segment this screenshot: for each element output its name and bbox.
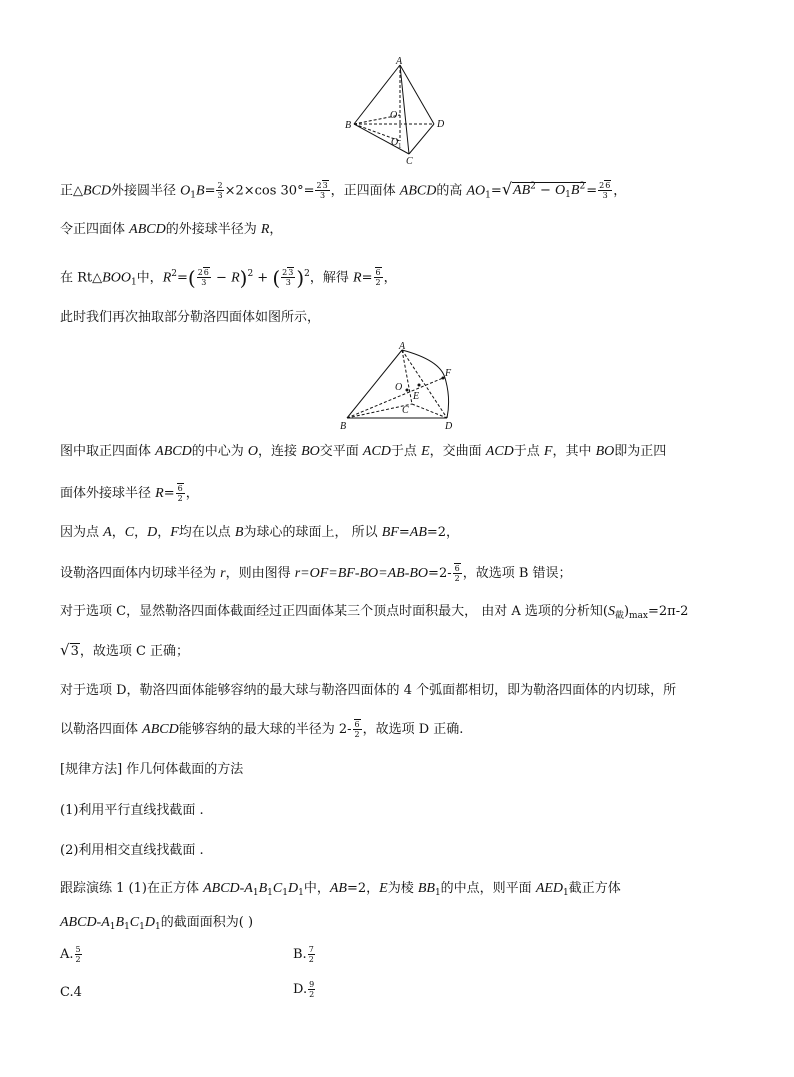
label-o1-sub: 1 — [398, 142, 402, 150]
label-a: A — [399, 341, 406, 352]
frac-2sqrt3-3: $\frac{23}{3}$ — [316, 181, 328, 201]
point-o — [406, 389, 409, 392]
reuleaux-figure — [335, 338, 470, 432]
text-line-7: 因为点 A，C，D，F均在以点 B为球心的球面上， 所以 BF=AB=2， — [60, 525, 460, 540]
text-line-12: 以勒洛四面体 ABCD能够容纳的最大球的半径为 2- $\frac{6}{2}$ ，故选项 D 正确. — [60, 720, 464, 739]
method-2: (2)利用相交直线找截面 . — [60, 843, 204, 858]
label-d: D — [445, 421, 453, 432]
option-c[interactable]: C.4 — [60, 985, 82, 1000]
point-e — [418, 384, 421, 387]
tetrahedron-figure — [340, 55, 460, 167]
text-line-11: 对于选项 D，勒洛四面体能够容纳的最大球与勒洛四面体的 4 个弧面都相切，即为勒洛四面体的内切球，所 — [60, 683, 677, 698]
label-o: O — [395, 382, 403, 393]
label-f: F — [445, 368, 452, 379]
label-o1: O — [391, 137, 399, 148]
text-line-6: 面体外接球半径 R= $\frac{6}{2}$ ， — [60, 484, 199, 503]
text-line-5: 图中取正四面体 ABCD的中心为 O，连接 BO交平面 ACD于点 E，交曲面 ACD于点 F，其中 BO即为正四 — [60, 444, 667, 459]
label-c: C — [402, 405, 409, 416]
label-d: D — [437, 119, 445, 130]
text-line-2: 令正四面体 ABCD的外接球半径为 R， — [60, 222, 283, 237]
label-b: B — [345, 120, 352, 131]
text-line-1: 正△BCD外接圆半径 $O_1B=$ $\frac{2}{3}$ ×2×cos 30°= $\frac{23}{3}$ ，正四面体 ABCD的高 $AO_1=√AB^2 - O_1B^2=$ $\frac{26}{3}$ ， — [60, 179, 627, 201]
label-c: C — [406, 156, 413, 167]
label-e: E — [413, 391, 420, 402]
option-d[interactable]: D. $\frac{9}{2}$ — [293, 980, 315, 999]
text-line-10: √3，故选项 C 正确； — [60, 641, 190, 659]
edge-cd — [412, 404, 447, 418]
label-a: A — [396, 56, 403, 67]
frac-2-3: $\frac{2}{3}$ — [217, 181, 223, 201]
frac-2sqrt6-3: $\frac{26}{3}$ — [599, 181, 611, 201]
exercise-line-2: ABCD-$A_1B_1C_1D_1$的截面面积为( ) — [60, 915, 254, 932]
method-1: (1)利用平行直线找截面 . — [60, 803, 204, 818]
edge-cd — [409, 124, 434, 154]
text-line-3: 在 $Rt\triangle BOO_1$中，$R^2=$( $\frac{26}{3}$ − R)$^2$ + ( $\frac{23}{3}$ )$^2$，解得 R= $\frac{6}{2}$ ， — [60, 265, 397, 290]
edge-ac — [402, 350, 412, 404]
text-line-9: 对于选项 C，显然勒洛四面体截面经过正四面体某三个顶点时面积最大， 由对 A 选项的分析知$(S_截)_{max}=2\pi-2$ — [60, 604, 689, 621]
option-a[interactable]: A. $\frac{5}{2}$ — [60, 945, 81, 964]
exercise-line-1: 跟踪演练 1 (1)在正方体 ABCD-$A_1B_1C_1D_1$中，AB=2，E为棱 $BB_1$的中点，则平面 $AED_1$截正方体 — [60, 881, 621, 898]
option-b[interactable]: B. $\frac{7}{2}$ — [293, 945, 314, 964]
label-b: B — [340, 421, 347, 432]
text-line-8: 设勒洛四面体内切球半径为 r，则由图得 r=OF=BF-BO=AB-BO=2- $\frac{6}{2}$ ，故选项 B 错误； — [60, 564, 572, 583]
section-heading: [规律方法] 作几何体截面的方法 — [60, 762, 244, 777]
text-line-4: 此时我们再次抽取部分勒洛四面体如图所示， — [60, 310, 321, 325]
label-o: O — [390, 110, 398, 121]
edge-ad — [402, 350, 447, 418]
